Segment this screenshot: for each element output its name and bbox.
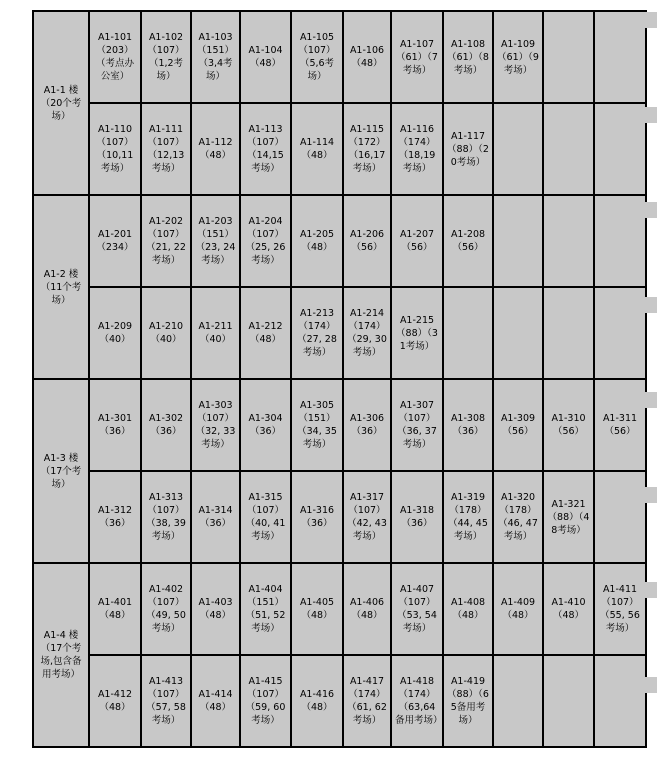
room-cell: A1-206（56） [343,195,391,287]
empty-cell [493,287,543,379]
row-tab-marker [645,582,657,598]
room-cell: A1-311（56） [594,379,646,471]
exam-room-table [32,10,647,748]
room-cell: A1-104（48） [240,11,291,103]
room-cell: A1-408（48） [443,563,493,655]
room-cell: A1-115（172）（16,17考场） [343,103,391,195]
room-cell: A1-416（48） [291,655,343,747]
room-cell: A1-101（203）（考点办公室） [89,11,141,103]
table-row [33,103,646,195]
row-tab-marker [645,202,657,218]
room-cell: A1-320（178）（46, 47考场） [493,471,543,563]
room-cell: A1-317（107）（42, 43考场） [343,471,391,563]
room-cell: A1-209（40） [89,287,141,379]
building-label: A1-2 楼（11个考场） [33,195,89,379]
room-cell: A1-417（174）（61, 62考场） [343,655,391,747]
room-cell: A1-110（107）（10,11考场） [89,103,141,195]
room-cell: A1-314（36） [191,471,240,563]
empty-cell [594,195,646,287]
table-row [33,287,646,379]
room-cell: A1-203（151）（23, 24考场） [191,195,240,287]
table-row [33,471,646,563]
room-cell: A1-401（48） [89,563,141,655]
room-cell: A1-406（48） [343,563,391,655]
room-cell: A1-113（107）（14,15考场） [240,103,291,195]
room-cell: A1-321（88）（48考场） [543,471,594,563]
room-cell: A1-313（107）（38, 39考场） [141,471,191,563]
room-cell: A1-108（61）（8考场） [443,11,493,103]
empty-cell [543,655,594,747]
table-body [33,11,646,747]
building-label: A1-3 楼（17个考场） [33,379,89,563]
table-row [33,11,646,103]
empty-cell [594,471,646,563]
room-cell: A1-409（48） [493,563,543,655]
empty-cell [543,195,594,287]
room-cell: A1-413（107）（57, 58考场） [141,655,191,747]
room-cell: A1-107（61）（7考场） [391,11,443,103]
room-cell: A1-304（36） [240,379,291,471]
room-cell: A1-114（48） [291,103,343,195]
room-cell: A1-109（61）（9考场） [493,11,543,103]
row-tab-marker [645,12,657,28]
room-cell: A1-305（151）（34, 35考场） [291,379,343,471]
room-cell: A1-308（36） [443,379,493,471]
room-cell: A1-211（40） [191,287,240,379]
row-tab-marker [645,297,657,313]
table-row [33,195,646,287]
empty-cell [594,287,646,379]
room-cell: A1-404（151）（51, 52考场） [240,563,291,655]
empty-cell [594,655,646,747]
row-tab-marker [645,487,657,503]
room-cell: A1-402（107）（49, 50考场） [141,563,191,655]
room-cell: A1-201（234） [89,195,141,287]
room-cell: A1-302（36） [141,379,191,471]
room-cell: A1-105（107）（5,6考场） [291,11,343,103]
room-cell: A1-102（107）（1,2考场） [141,11,191,103]
room-cell: A1-204（107）（25, 26考场） [240,195,291,287]
room-cell: A1-310（56） [543,379,594,471]
table-row [33,379,646,471]
room-cell: A1-412（48） [89,655,141,747]
empty-cell [594,103,646,195]
row-tab-marker [645,677,657,693]
room-cell: A1-215（88）（31考场） [391,287,443,379]
empty-cell [594,11,646,103]
empty-cell [543,103,594,195]
room-cell: A1-410（48） [543,563,594,655]
empty-cell [443,287,493,379]
room-cell: A1-301（36） [89,379,141,471]
room-cell: A1-303（107）（32, 33考场） [191,379,240,471]
room-cell: A1-214（174）（29, 30考场） [343,287,391,379]
room-cell: A1-207（56） [391,195,443,287]
room-cell: A1-419（88）（65备用考场） [443,655,493,747]
room-cell: A1-414（48） [191,655,240,747]
empty-cell [543,11,594,103]
building-label: A1-4 楼（17个考场,包含备用考场） [33,563,89,747]
room-cell: A1-411（107）（55, 56考场） [594,563,646,655]
room-cell: A1-210（40） [141,287,191,379]
room-cell: A1-307（107）（36, 37考场） [391,379,443,471]
room-cell: A1-418（174）（63,64备用考场） [391,655,443,747]
room-cell: A1-415（107）（59, 60考场） [240,655,291,747]
room-cell: A1-106（48） [343,11,391,103]
table-row [33,563,646,655]
building-label: A1-1 楼（20个考场） [33,11,89,195]
room-cell: A1-407（107）（53, 54考场） [391,563,443,655]
empty-cell [493,195,543,287]
room-cell: A1-116（174）（18,19考场） [391,103,443,195]
room-cell: A1-205（48） [291,195,343,287]
room-cell: A1-315（107）（40, 41考场） [240,471,291,563]
empty-cell [543,287,594,379]
row-tab-marker [645,107,657,123]
room-cell: A1-316（36） [291,471,343,563]
room-cell: A1-319（178）（44, 45考场） [443,471,493,563]
room-cell: A1-212（48） [240,287,291,379]
room-cell: A1-202（107）（21, 22考场） [141,195,191,287]
empty-cell [493,103,543,195]
room-cell: A1-213（174）（27, 28考场） [291,287,343,379]
room-cell: A1-309（56） [493,379,543,471]
empty-cell [493,655,543,747]
room-cell: A1-117（88）（20考场） [443,103,493,195]
room-cell: A1-112（48） [191,103,240,195]
room-cell: A1-111（107）（12,13考场） [141,103,191,195]
room-cell: A1-208（56） [443,195,493,287]
room-cell: A1-306（36） [343,379,391,471]
room-cell: A1-405（48） [291,563,343,655]
room-cell: A1-103（151）（3,4考场） [191,11,240,103]
row-tab-marker [645,392,657,408]
room-cell: A1-312（36） [89,471,141,563]
room-cell: A1-318（36） [391,471,443,563]
table-row [33,655,646,747]
room-cell: A1-403（48） [191,563,240,655]
